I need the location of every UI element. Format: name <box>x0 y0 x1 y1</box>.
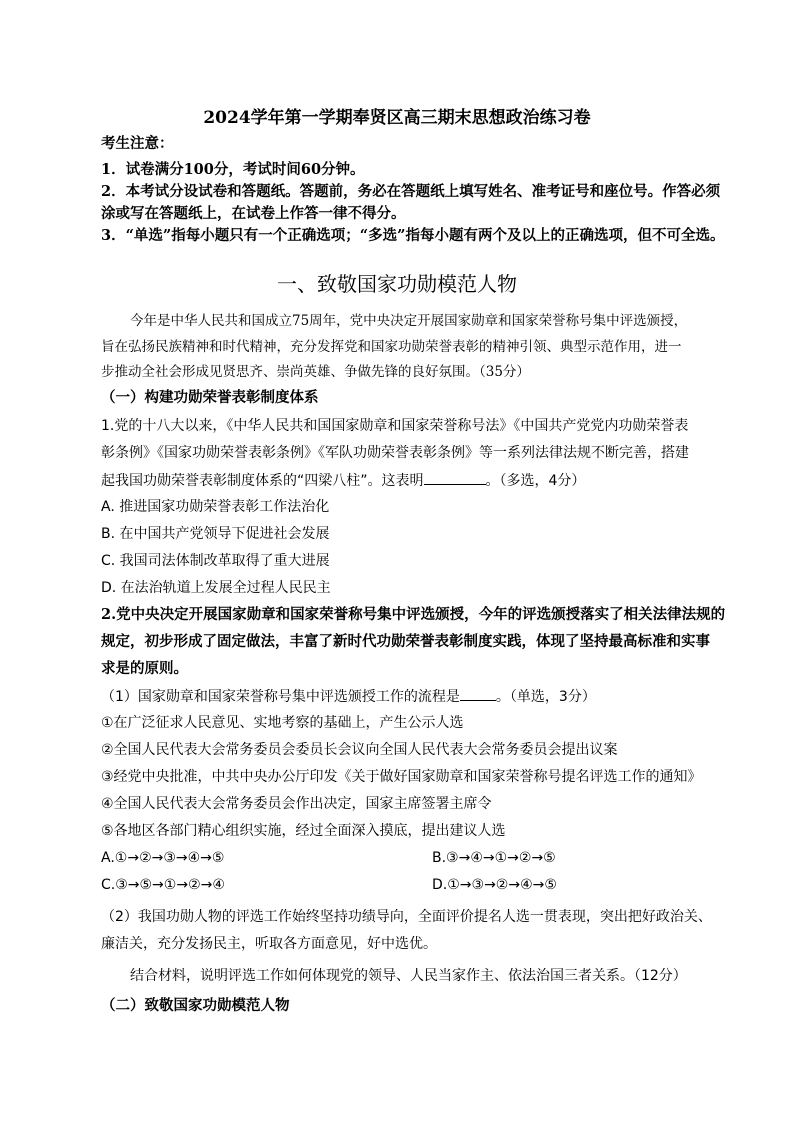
process-step: ③经党中央批准，中共中央办公厅印发《关于做好国家勋章和国家荣誉称号提名评选工作的通知》 <box>101 769 702 785</box>
choice-a[interactable]: A.①→②→③→④→⑤ <box>101 850 225 866</box>
notice-item: 3．“单选”指每小题只有一个正确选项；“多选”指每小题有两个及以上的正确选项，但不可全选。 <box>101 227 725 244</box>
question-1-meta: 。（多选，4分） <box>485 473 586 489</box>
question-2-1-text: （1）国家勋章和国家荣誉称号集中评选颁授工作的流程是 <box>101 689 460 705</box>
notice-heading: 考生注意： <box>101 135 174 152</box>
question-1-line: 彰条例》《国家功勋荣誉表彰条例》《军队功勋荣誉表彰条例》等一系列法律法规不断完善，搭建 <box>101 445 689 461</box>
question-2-1-meta: 。（单选，3分） <box>495 689 596 705</box>
question-2-2-prompt: 结合材料，说明评选工作如何体现党的领导、人民当家作主、依法治国三者关系。（12分） <box>130 968 687 984</box>
intro-line: 步推动全社会形成见贤思齐、崇尚英雄、争做先锋的良好氛围。（35分） <box>101 364 530 380</box>
process-step: ④全国人民代表大会常务委员会作出决定，国家主席签署主席令 <box>101 796 492 812</box>
question-2-1 <box>101 686 596 707</box>
question-2-line: 2.党中央决定开展国家勋章和国家荣誉称号集中评选颁授，今年的评选颁授落实了相关法律法规的 <box>101 606 726 623</box>
choice-d[interactable]: D.①→③→②→④→⑤ <box>432 877 557 893</box>
process-step: ②全国人民代表大会常务委员会委员长会议向全国人民代表大会常务委员会提出议案 <box>101 742 618 758</box>
answer-blank[interactable] <box>460 686 496 701</box>
intro-line: 今年是中华人民共和国成立75周年，党中央决定开展国家勋章和国家荣誉称号集中评选颁授， <box>130 313 688 329</box>
section-title: 一、致敬国家功勋模范人物 <box>277 272 517 296</box>
subsection-title: （二）致敬国家功勋模范人物 <box>101 997 290 1014</box>
question-1-line <box>101 470 585 491</box>
question-2-2-line: （2）我国功勋人物的评选工作始终坚持功绩导向，全面评价提名人选一贯表现，突出把好政治关、 <box>101 909 712 925</box>
notice-item: 2．本考试分设试卷和答题纸。答题前，务必在答题纸上填写姓名、准考证号和座位号。作答必须 <box>101 183 721 200</box>
question-2-line: 求是的原则。 <box>101 660 188 677</box>
answer-blank[interactable] <box>424 470 486 485</box>
option-c[interactable]: C. 我国司法体制改革取得了重大进展 <box>101 553 330 569</box>
choice-c[interactable]: C.③→⑤→①→②→④ <box>101 877 225 893</box>
page-title: 2024学年第一学期奉贤区高三期末思想政治练习卷 <box>203 108 591 128</box>
question-1-text: 起我国功勋荣誉表彰制度体系的“四梁八柱”。这表明 <box>101 473 424 489</box>
notice-item: 涂或写在答题纸上，在试卷上作答一律不得分。 <box>101 205 406 222</box>
intro-line: 旨在弘扬民族精神和时代精神，充分发挥党和国家功勋荣誉表彰的精神引领、典型示范作用，进一 <box>101 339 682 355</box>
question-1-line: 1.党的十八大以来，《中华人民共和国国家勋章和国家荣誉称号法》《中国共产党党内功勋荣誉表 <box>101 418 689 434</box>
option-b[interactable]: B. 在中国共产党领导下促进社会发展 <box>101 526 330 542</box>
subsection-title: （一）构建功勋荣誉表彰制度体系 <box>101 389 319 406</box>
process-step: ①在广泛征求人民意见、实地考察的基础上，产生公示人选 <box>101 715 464 731</box>
option-d[interactable]: D. 在法治轨道上发展全过程人民民主 <box>101 580 331 596</box>
question-2-2-line: 廉洁关，充分发扬民主，听取各方面意见，好中选优。 <box>101 936 437 952</box>
option-a[interactable]: A. 推进国家功勋荣誉表彰工作法治化 <box>101 499 330 515</box>
choice-b[interactable]: B.③→④→①→②→⑤ <box>432 850 556 866</box>
question-2-line: 规定，初步形成了固定做法，丰富了新时代功勋荣誉表彰制度实践，体现了坚持最高标准和实事 <box>101 633 710 650</box>
notice-item: 1．试卷满分100分，考试时间60分钟。 <box>101 161 365 178</box>
process-step: ⑤各地区各部门精心组织实施，经过全面深入摸底，提出建议人选 <box>101 823 506 839</box>
